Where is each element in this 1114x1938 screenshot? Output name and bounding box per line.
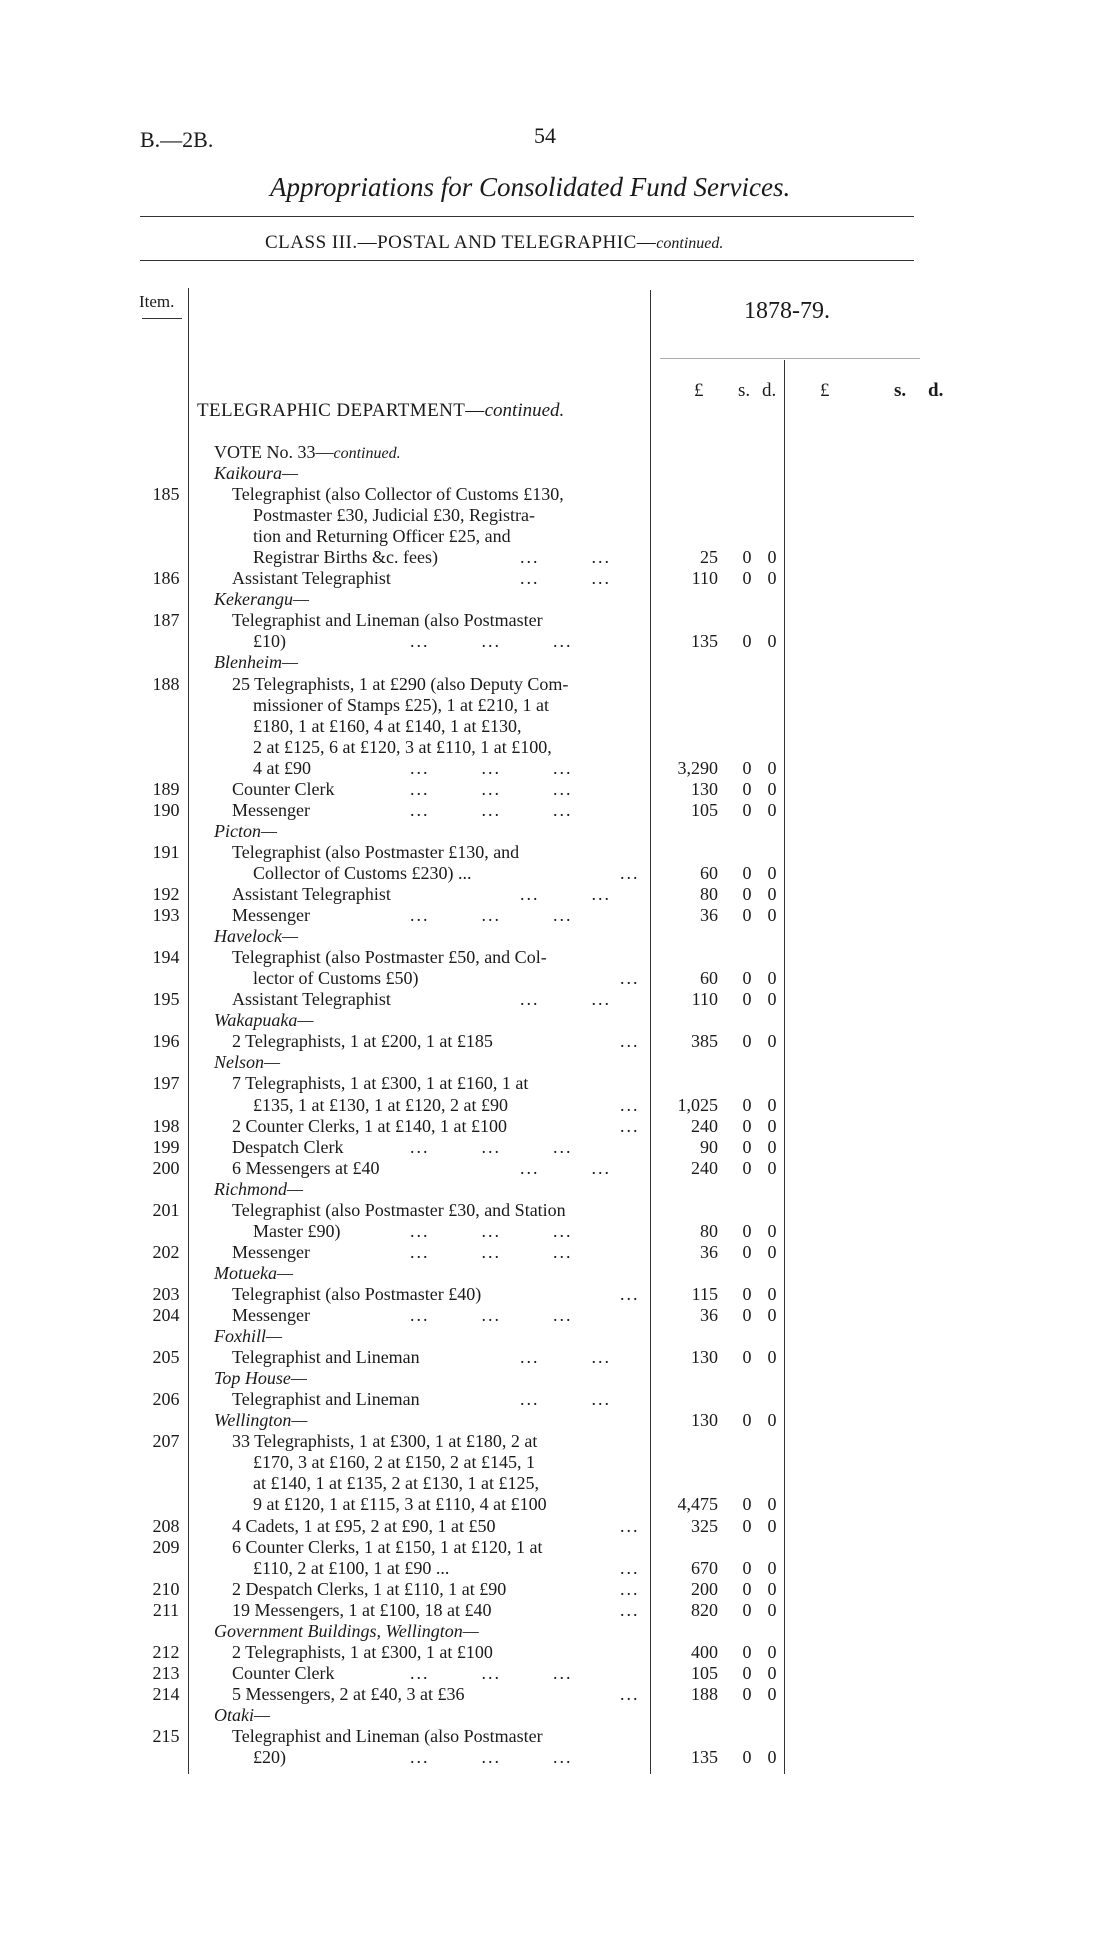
leader-dots: ... xyxy=(620,1515,640,1536)
amount-shillings: 0 xyxy=(742,1241,752,1262)
amount-pounds: 135 xyxy=(691,631,718,652)
leader-dots: ... xyxy=(620,1283,640,1304)
amount-pounds: 130 xyxy=(691,778,718,799)
line-description: 6 Messengers at £40 xyxy=(232,1157,380,1178)
amount-pence: 0 xyxy=(767,1136,777,1157)
amount-pence: 0 xyxy=(767,1283,777,1304)
leader-dots: ... ... ... xyxy=(410,1662,573,1683)
amount-pence: 0 xyxy=(767,905,777,926)
amount-pounds: 400 xyxy=(691,1641,718,1662)
amount-pence: 0 xyxy=(767,1347,777,1368)
location-heading: Government Buildings, Wellington— xyxy=(214,1620,479,1641)
line-description: Assistant Telegraphist xyxy=(232,884,391,904)
line-description: Telegraphist (also Postmaster £130, and xyxy=(232,841,520,862)
leader-dots: ... ... ... xyxy=(410,1136,573,1157)
amount-shillings: 0 xyxy=(742,1683,752,1704)
line-description: tion and Returning Officer £25, and xyxy=(253,526,511,547)
line-description: Postmaster £30, Judicial £30, Registra- xyxy=(253,505,535,526)
location-heading: Kekerangu— xyxy=(214,589,309,610)
amount-shillings: 0 xyxy=(742,1031,752,1052)
amount-pence: 0 xyxy=(767,1157,777,1178)
line-description: 9 at £120, 1 at £115, 3 at £110, 4 at £100 xyxy=(253,1494,547,1515)
line-description: £20) xyxy=(253,1747,286,1768)
amount-pounds: 3,290 xyxy=(677,757,718,778)
title-rule xyxy=(140,216,914,217)
amount-shillings: 0 xyxy=(742,1157,752,1178)
line-description: Collector of Customs £230) ... xyxy=(253,862,472,883)
amount-shillings: 0 xyxy=(742,1557,752,1578)
leader-dots: ... ... xyxy=(520,1389,611,1410)
amount-pounds: 105 xyxy=(691,1662,718,1683)
amount-pence: 0 xyxy=(767,1557,777,1578)
item-number: 195 xyxy=(152,989,180,1010)
amount-shillings: 0 xyxy=(742,799,752,820)
amount-pounds: 130 xyxy=(691,1410,718,1431)
line-description: 2 at £125, 6 at £120, 3 at £110, 1 at £100, xyxy=(253,736,552,757)
leader-dots: ... xyxy=(620,1683,640,1704)
amount-pounds: 115 xyxy=(691,1283,718,1304)
amount-pounds: 240 xyxy=(691,1157,718,1178)
line-description: Messenger xyxy=(232,799,310,820)
year-rule xyxy=(660,358,920,359)
amount-pounds: 200 xyxy=(691,1578,718,1599)
amount-shillings: 0 xyxy=(742,1641,752,1662)
amount-shillings: 0 xyxy=(742,884,752,904)
leader-dots: ... ... xyxy=(520,1347,611,1368)
amount-pounds: 670 xyxy=(691,1557,718,1578)
line-description: Telegraphist (also Postmaster £40) xyxy=(232,1283,482,1304)
leader-dots: ... ... ... xyxy=(410,757,573,778)
item-number: 201 xyxy=(152,1199,180,1220)
line-description: lector of Customs £50) xyxy=(253,968,419,989)
amount-pounds: 4,475 xyxy=(677,1494,718,1515)
amount-pounds: 60 xyxy=(700,862,718,883)
line-description: Assistant Telegraphist xyxy=(232,568,391,589)
line-description: Telegraphist and Lineman (also Postmaster xyxy=(232,610,543,631)
location-heading: Foxhill— xyxy=(214,1326,282,1347)
amount-shillings: 0 xyxy=(742,1347,752,1368)
amount-shillings: 0 xyxy=(742,1410,752,1431)
amount-pence: 0 xyxy=(767,799,777,820)
leader-dots: ... ... xyxy=(520,884,611,904)
line-description: Messenger xyxy=(232,905,310,926)
line-description: Registrar Births &c. fees) xyxy=(253,547,438,568)
line-description: Telegraphist and Lineman (also Postmaster xyxy=(232,1726,543,1746)
amount-pence: 0 xyxy=(767,1094,777,1115)
pence-column-divider xyxy=(784,360,785,1774)
item-number: 186 xyxy=(152,568,180,589)
amount-pence: 0 xyxy=(767,1662,777,1683)
amount-shillings: 0 xyxy=(742,757,752,778)
item-number: 187 xyxy=(152,610,180,631)
amount-pounds: 25 xyxy=(700,547,718,568)
amount-shillings: 0 xyxy=(742,862,752,883)
leader-dots: ... ... xyxy=(520,1157,611,1178)
line-description: Despatch Clerk xyxy=(232,1136,344,1157)
line-description: Telegraphist and Lineman xyxy=(232,1347,420,1368)
item-number: 191 xyxy=(152,841,180,862)
line-description: Master £90) xyxy=(253,1220,341,1241)
item-number: 213 xyxy=(152,1662,180,1683)
amount-pence: 0 xyxy=(767,1410,777,1431)
item-number: 210 xyxy=(152,1578,180,1599)
amount-pounds: 60 xyxy=(700,968,718,989)
line-description: 7 Telegraphists, 1 at £300, 1 at £160, 1 at xyxy=(232,1073,529,1094)
shilling-header: s. xyxy=(738,380,751,401)
item-number: 199 xyxy=(152,1136,180,1157)
item-number: 214 xyxy=(152,1683,180,1704)
amount-pence: 0 xyxy=(767,547,777,568)
location-heading: Kaikoura— xyxy=(214,463,299,483)
amount-pence: 0 xyxy=(767,989,777,1010)
item-number: 188 xyxy=(152,673,180,694)
amount-pence: 0 xyxy=(767,631,777,652)
item-number: 205 xyxy=(152,1347,180,1368)
leader-dots: ... xyxy=(620,968,640,989)
item-number: 193 xyxy=(152,905,180,926)
leader-dots: ... xyxy=(620,1599,640,1620)
line-description: Messenger xyxy=(232,1305,310,1325)
leader-dots: ... ... ... xyxy=(410,1305,573,1325)
amount-shillings: 0 xyxy=(742,989,752,1010)
item-number: 204 xyxy=(152,1305,180,1325)
line-description: Counter Clerk xyxy=(232,1662,335,1683)
amount-pounds: 385 xyxy=(691,1031,718,1052)
line-description: £110, 2 at £100, 1 at £90 ... xyxy=(253,1557,450,1578)
amount-shillings: 0 xyxy=(742,1747,752,1768)
amount-pence: 0 xyxy=(767,778,777,799)
page-title: Appropriations for Consolidated Fund Services. xyxy=(270,172,791,202)
line-description: 2 Counter Clerks, 1 at £140, 1 at £100 xyxy=(232,1115,507,1136)
line-description: £180, 1 at £160, 4 at £140, 1 at £130, xyxy=(253,715,522,736)
amount-pounds: 135 xyxy=(691,1747,718,1768)
line-description: 19 Messengers, 1 at £100, 18 at £40 xyxy=(232,1599,492,1620)
pence-header-2: d. xyxy=(928,380,944,401)
item-number: 202 xyxy=(152,1241,180,1262)
item-number: 196 xyxy=(152,1031,180,1052)
leader-dots: ... xyxy=(620,862,640,883)
line-description: 25 Telegraphists, 1 at £290 (also Deputy Com- xyxy=(232,673,569,694)
amount-shillings: 0 xyxy=(742,905,752,926)
leader-dots: ... ... ... xyxy=(410,778,573,799)
item-number: 211 xyxy=(152,1599,180,1620)
item-number: 190 xyxy=(152,799,180,820)
amount-pounds: 105 xyxy=(691,799,718,820)
leader-dots: ... xyxy=(620,1557,640,1578)
line-description: 33 Telegraphists, 1 at £300, 1 at £180, 2 at xyxy=(232,1431,538,1452)
leader-dots: ... ... ... xyxy=(410,1747,573,1768)
amount-pence: 0 xyxy=(767,862,777,883)
location-heading: Richmond— xyxy=(214,1178,303,1199)
item-number: 212 xyxy=(152,1641,180,1662)
line-description: £170, 3 at £160, 2 at £150, 2 at £145, 1 xyxy=(253,1452,535,1473)
location-heading: Otaki— xyxy=(214,1704,270,1725)
line-description: Messenger xyxy=(232,1241,310,1262)
amount-pounds: 90 xyxy=(700,1136,718,1157)
amount-shillings: 0 xyxy=(742,1662,752,1683)
item-number: 194 xyxy=(152,947,180,968)
location-heading: Wakapuaka— xyxy=(214,1010,314,1031)
amount-shillings: 0 xyxy=(742,1283,752,1304)
amount-pounds: 110 xyxy=(691,568,718,589)
location-heading: Havelock— xyxy=(214,926,298,947)
amount-shillings: 0 xyxy=(742,1220,752,1241)
item-column-header: Item. xyxy=(139,292,175,311)
amount-pounds: 36 xyxy=(700,905,718,926)
amount-pence: 0 xyxy=(767,757,777,778)
amount-pence: 0 xyxy=(767,1031,777,1052)
item-number: 185 xyxy=(152,484,180,505)
amount-pounds: 325 xyxy=(691,1515,718,1536)
item-column-divider xyxy=(188,288,189,1774)
line-description: £135, 1 at £130, 1 at £120, 2 at £90 xyxy=(253,1094,508,1115)
amount-pounds: 820 xyxy=(691,1599,718,1620)
line-description: 2 Telegraphists, 1 at £200, 1 at £185 xyxy=(232,1031,493,1052)
location-heading: Blenheim— xyxy=(214,652,298,673)
leader-dots: ... ... xyxy=(520,547,611,568)
leader-dots: ... ... ... xyxy=(410,1241,573,1262)
leader-dots: ... ... xyxy=(520,989,611,1010)
amount-pence: 0 xyxy=(767,1515,777,1536)
leader-dots: ... xyxy=(620,1578,640,1599)
amount-shillings: 0 xyxy=(742,1094,752,1115)
amount-shillings: 0 xyxy=(742,1115,752,1136)
amount-pence: 0 xyxy=(767,1747,777,1768)
amount-pence: 0 xyxy=(767,1220,777,1241)
item-number: 208 xyxy=(152,1515,180,1536)
item-number: 189 xyxy=(152,778,180,799)
amount-pounds: 110 xyxy=(691,989,718,1010)
amount-pence: 0 xyxy=(767,1241,777,1262)
amount-pounds: 80 xyxy=(700,1220,718,1241)
item-underline xyxy=(142,318,182,319)
item-number: 198 xyxy=(152,1115,180,1136)
item-number: 203 xyxy=(152,1283,180,1304)
amount-pence: 0 xyxy=(767,1115,777,1136)
amount-shillings: 0 xyxy=(742,1305,752,1325)
leader-dots: ... xyxy=(620,1031,640,1052)
leader-dots: ... ... ... xyxy=(410,1220,573,1241)
line-description: Counter Clerk xyxy=(232,778,335,799)
amount-shillings: 0 xyxy=(742,1599,752,1620)
amount-pounds: 80 xyxy=(700,884,718,904)
line-description: 2 Telegraphists, 1 at £300, 1 at £100 xyxy=(232,1641,493,1662)
amount-pence: 0 xyxy=(767,1305,777,1325)
line-description: missioner of Stamps £25), 1 at £210, 1 at xyxy=(253,694,549,715)
line-description: £10) xyxy=(253,631,286,652)
amount-pence: 0 xyxy=(767,1641,777,1662)
year-heading: 1878-79. xyxy=(744,298,830,324)
leader-dots: ... ... ... xyxy=(410,799,573,820)
location-heading: Wellington— xyxy=(214,1410,308,1431)
line-description: 4 at £90 xyxy=(253,757,311,778)
item-number: 207 xyxy=(152,1431,180,1452)
class-heading: CLASS III.—POSTAL AND TELEGRAPHIC—continued. xyxy=(265,232,724,253)
amount-shillings: 0 xyxy=(742,568,752,589)
location-heading: Motueka— xyxy=(214,1262,293,1283)
document-reference: B.—2B. xyxy=(140,127,214,152)
amount-pounds: 240 xyxy=(691,1115,718,1136)
leader-dots: ... xyxy=(620,1115,640,1136)
line-description: Telegraphist (also Collector of Customs £130, xyxy=(232,484,564,505)
line-description: 4 Cadets, 1 at £95, 2 at £90, 1 at £50 xyxy=(232,1515,496,1536)
line-description: at £140, 1 at £135, 2 at £130, 1 at £125, xyxy=(253,1473,539,1494)
line-description: 6 Counter Clerks, 1 at £150, 1 at £120, 1 at xyxy=(232,1536,543,1557)
amount-pence: 0 xyxy=(767,1578,777,1599)
item-number: 209 xyxy=(152,1536,180,1557)
amount-pence: 0 xyxy=(767,968,777,989)
item-number: 200 xyxy=(152,1157,180,1178)
department-heading: TELEGRAPHIC DEPARTMENT—continued. xyxy=(197,400,565,421)
line-description: 5 Messengers, 2 at £40, 3 at £36 xyxy=(232,1683,465,1704)
line-description: Telegraphist (also Postmaster £50, and Col- xyxy=(232,947,547,968)
leader-dots: ... ... ... xyxy=(410,631,573,652)
amount-pounds: 36 xyxy=(700,1241,718,1262)
leader-dots: ... ... ... xyxy=(410,905,573,926)
location-heading: Nelson— xyxy=(214,1052,281,1073)
amount-shillings: 0 xyxy=(742,1494,752,1515)
location-heading: Top House— xyxy=(214,1368,307,1389)
vote-heading: VOTE No. 33—continued. xyxy=(214,442,401,462)
item-number: 215 xyxy=(152,1726,180,1746)
location-heading: Picton— xyxy=(214,820,277,841)
item-number: 192 xyxy=(152,884,180,904)
line-description: 2 Despatch Clerks, 1 at £110, 1 at £90 xyxy=(232,1578,507,1599)
amount-shillings: 0 xyxy=(742,778,752,799)
shilling-header-2: s. xyxy=(894,380,907,401)
page-number: 54 xyxy=(534,123,556,148)
leader-dots: ... xyxy=(620,1094,640,1115)
amount-pounds: 1,025 xyxy=(677,1094,718,1115)
amount-pence: 0 xyxy=(767,1683,777,1704)
amount-pence: 0 xyxy=(767,1599,777,1620)
amount-pounds: 36 xyxy=(700,1305,718,1325)
line-description: Telegraphist (also Postmaster £30, and Station xyxy=(232,1199,566,1220)
amount-shillings: 0 xyxy=(742,968,752,989)
amount-shillings: 0 xyxy=(742,1515,752,1536)
pence-header: d. xyxy=(762,380,777,401)
line-description: Assistant Telegraphist xyxy=(232,989,391,1010)
amount-pence: 0 xyxy=(767,884,777,904)
amount-shillings: 0 xyxy=(742,1136,752,1157)
pound-header: £ xyxy=(694,380,704,401)
amount-shillings: 0 xyxy=(742,547,752,568)
amount-pence: 0 xyxy=(767,568,777,589)
amount-pence: 0 xyxy=(767,1494,777,1515)
item-number: 206 xyxy=(152,1389,180,1410)
amount-shillings: 0 xyxy=(742,1578,752,1599)
line-description: Telegraphist and Lineman xyxy=(232,1389,420,1410)
item-number: 197 xyxy=(152,1073,180,1094)
amount-pounds: 130 xyxy=(691,1347,718,1368)
header-rule xyxy=(140,260,914,261)
amount-shillings: 0 xyxy=(742,631,752,652)
pound-header-2: £ xyxy=(820,380,830,401)
leader-dots: ... ... xyxy=(520,568,611,589)
amount-pounds: 188 xyxy=(691,1683,718,1704)
